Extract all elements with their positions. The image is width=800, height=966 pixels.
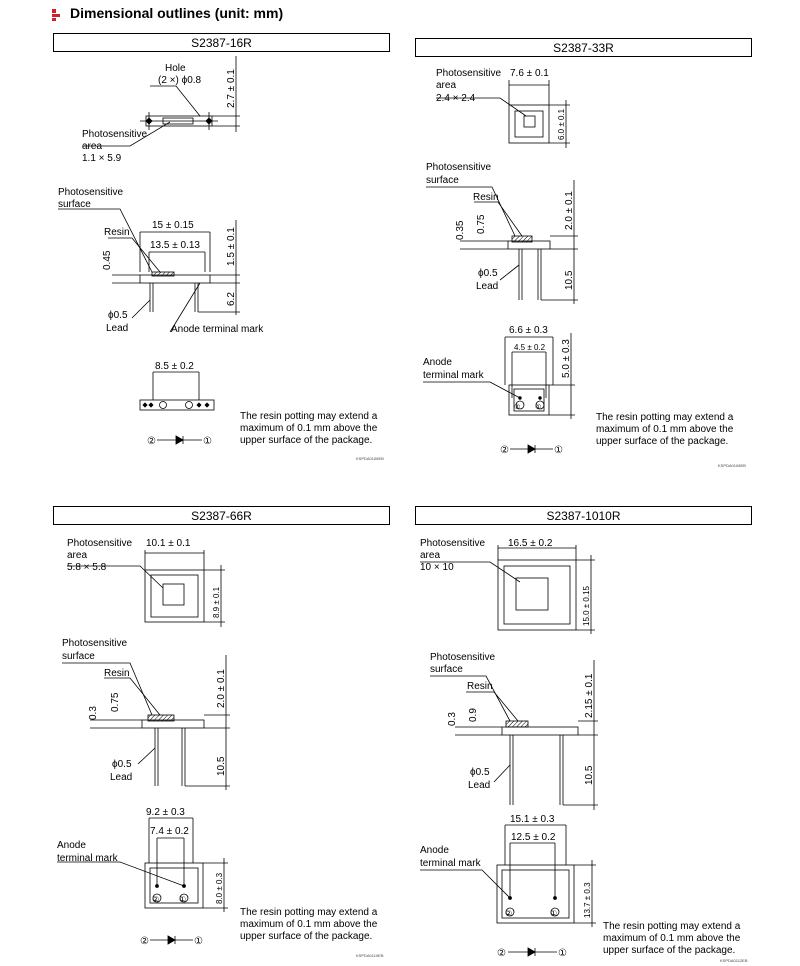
s66r-dim-b: 0.75	[110, 692, 121, 712]
s33r-pin-2-bottom: ②	[514, 404, 521, 411]
s1010r-diode-symbol	[508, 948, 557, 956]
s16r-note: The resin potting may extend a maximum of 0.1 mm above the upper surface of the package.	[240, 411, 378, 446]
s1010r-pin-2-bottom: ②	[505, 909, 513, 918]
s33r-pin-1: ①	[554, 445, 563, 456]
s1010r-ps-area-size: 10 × 10	[420, 562, 454, 573]
s66r-ps-area-label-2: area	[67, 550, 88, 561]
s66r-note: The resin potting may extend a maximum of 0.1 mm above the upper surface of the package.	[240, 907, 378, 942]
s33r-pin-2: ②	[500, 445, 509, 456]
s66r-body-dim: 2.0 ± 0.1	[216, 669, 227, 708]
s16r-anode-label: Anode terminal mark	[171, 324, 264, 335]
s33r-pitch-inner: 4.5 ± 0.2	[514, 343, 546, 352]
s33r-ps-area-label-2: area	[436, 80, 457, 91]
s16r-inner-dim: 13.5 ± 0.13	[150, 240, 200, 251]
s33r-ps-surface-label-2: surface	[426, 175, 459, 186]
s33r-top-view	[436, 80, 570, 148]
s33r-code: KSPDA0108EB	[718, 463, 746, 468]
s66r-pitch-inner: 7.4 ± 0.2	[150, 826, 189, 837]
s16r-side-view	[58, 209, 240, 332]
s66r-side-view	[62, 655, 230, 790]
s1010r-lead-label: Lead	[468, 780, 491, 791]
s66r-pin-1-bottom: ①	[179, 895, 187, 904]
s66r-anode-label-2: terminal mark	[57, 853, 118, 864]
s33r-ps-area-label-1: Photosensitive	[436, 68, 502, 79]
s1010r-pin-1: ①	[558, 948, 567, 959]
s33r-dim-b: 0.75	[476, 214, 487, 234]
s1010r-lead-dia: ϕ0.5	[470, 767, 490, 778]
s16r-body-dim: 1.5 ± 0.1	[226, 227, 237, 266]
s33r-anode-label-1: Anode	[423, 357, 452, 368]
s33r-width-dim: 7.6 ± 0.1	[510, 68, 549, 79]
s66r-ps-area-label-1: Photosensitive	[67, 538, 133, 549]
s33r-ps-surface-label-1: Photosensitive	[426, 162, 492, 173]
s1010r-height-dim: 15.0 ± 0.15	[582, 586, 591, 626]
s66r-pitch-outer: 9.2 ± 0.3	[146, 807, 185, 818]
model-header-16r: S2387-16R	[53, 33, 390, 52]
page-title: Dimensional outlines (unit: mm)	[70, 5, 284, 21]
s1010r-body-dim: 2.15 ± 0.1	[584, 673, 595, 718]
s66r-dim-a: 0.3	[88, 706, 99, 720]
s66r-side-dim: 8.0 ± 0.3	[215, 872, 224, 904]
s1010r-ps-area-label-1: Photosensitive	[420, 538, 486, 549]
s33r-body-dim: 2.0 ± 0.1	[564, 191, 575, 230]
s66r-lead-label: Lead	[110, 772, 133, 783]
s16r-ps-area-label-2: area	[82, 141, 103, 152]
s33r-lead-dia: ϕ0.5	[478, 268, 498, 279]
s1010r-lead-len: 10.5	[584, 765, 595, 785]
s16r-pin-2: ②	[147, 436, 156, 447]
s1010r-side-dim: 13.7 ± 0.3	[583, 882, 592, 918]
s66r-diode-symbol	[150, 936, 193, 944]
s1010r-pitch-inner: 12.5 ± 0.2	[511, 832, 556, 843]
s1010r-anode-label-1: Anode	[420, 845, 449, 856]
s16r-lead-dia: ϕ0.5	[108, 310, 128, 321]
s66r-ps-surface-label-1: Photosensitive	[62, 638, 128, 649]
s1010r-pin-2: ②	[497, 948, 506, 959]
s33r-lead-len: 10.5	[564, 270, 575, 290]
s33r-pitch-outer: 6.6 ± 0.3	[509, 325, 548, 336]
s16r-thickness-dim: 0.45	[102, 250, 113, 270]
s1010r-ps-surface-label-2: surface	[430, 664, 463, 675]
s33r-height-dim: 6.0 ± 0.1	[557, 108, 566, 140]
s16r-lead-label: Lead	[106, 323, 129, 334]
s66r-lead-len: 10.5	[216, 756, 227, 776]
s66r-pin-2: ②	[140, 936, 149, 947]
s16r-ps-area-size: 1.1 × 5.9	[82, 153, 122, 164]
s16r-ps-surface-label-1: Photosensitive	[58, 187, 124, 198]
s33r-note: The resin potting may extend a maximum of 0.1 mm above the upper surface of the package.	[596, 412, 734, 447]
s16r-ps-area-label-1: Photosensitive	[82, 129, 148, 140]
s16r-resin-label: Resin	[104, 227, 130, 238]
s1010r-side-view	[430, 660, 598, 810]
s1010r-width-dim: 16.5 ± 0.2	[508, 538, 553, 549]
s66r-code: KSPDA0110EB	[356, 953, 384, 958]
s66r-height-dim: 8.9 ± 0.1	[212, 586, 221, 618]
s16r-ps-surface-label-2: surface	[58, 199, 91, 210]
s33r-diode-symbol	[510, 445, 553, 453]
s1010r-anode-label-2: terminal mark	[420, 858, 481, 869]
s1010r-dim-a: 0.3	[447, 712, 458, 726]
s33r-side-dim: 5.0 ± 0.3	[561, 339, 572, 378]
s1010r-dim-b: 0.9	[468, 708, 479, 722]
s33r-lead-label: Lead	[476, 281, 499, 292]
s33r-pin-1-bottom: ①	[535, 404, 542, 411]
model-header-1010r: S2387-1010R	[415, 506, 752, 525]
s66r-ps-surface-label-2: surface	[62, 651, 95, 662]
s1010r-ps-area-label-2: area	[420, 550, 441, 561]
s1010r-code: KSPDA0112EB	[720, 958, 748, 963]
s1010r-top-view	[420, 545, 595, 634]
s66r-lead-dia: ϕ0.5	[112, 759, 132, 770]
s16r-bottom-view	[140, 372, 214, 410]
s1010r-note: The resin potting may extend a maximum of 0.1 mm above the upper surface of the package.	[603, 921, 741, 956]
s33r-resin-label: Resin	[473, 192, 499, 203]
s16r-pitch-dim: 8.5 ± 0.2	[155, 361, 194, 372]
s16r-outer-dim: 15 ± 0.15	[152, 220, 194, 231]
s1010r-resin-label: Resin	[467, 681, 493, 692]
s33r-ps-area-size: 2.4 × 2.4	[436, 93, 476, 104]
s66r-pin-1: ①	[194, 936, 203, 947]
s16r-lead-len: 6.2	[226, 292, 237, 306]
s16r-hole-spec: (2 ×) ϕ0.8	[158, 75, 202, 86]
s66r-anode-label-1: Anode	[57, 840, 86, 851]
s16r-hole-label: Hole	[165, 63, 186, 74]
s33r-dim-a: 0.35	[455, 220, 466, 240]
s16r-code: KSPDA0106EB	[356, 456, 384, 461]
s16r-height-dim: 2.7 ± 0.1	[226, 69, 237, 108]
model-header-33r: S2387-33R	[415, 38, 752, 57]
s33r-side-view	[426, 180, 578, 304]
s66r-width-dim: 10.1 ± 0.1	[146, 538, 191, 549]
s66r-ps-area-size: 5.8 × 5.8	[67, 562, 107, 573]
s16r-diode-symbol	[157, 436, 202, 444]
s1010r-ps-surface-label-1: Photosensitive	[430, 652, 496, 663]
s1010r-pin-1-bottom: ①	[550, 909, 558, 918]
model-header-66r: S2387-66R	[53, 506, 390, 525]
s33r-anode-label-2: terminal mark	[423, 370, 484, 381]
s66r-pin-2-bottom: ②	[152, 895, 160, 904]
s1010r-pitch-outer: 15.1 ± 0.3	[510, 814, 555, 825]
s66r-bottom-view	[57, 818, 228, 912]
s16r-pin-1: ①	[203, 436, 212, 447]
s66r-resin-label: Resin	[104, 668, 130, 679]
